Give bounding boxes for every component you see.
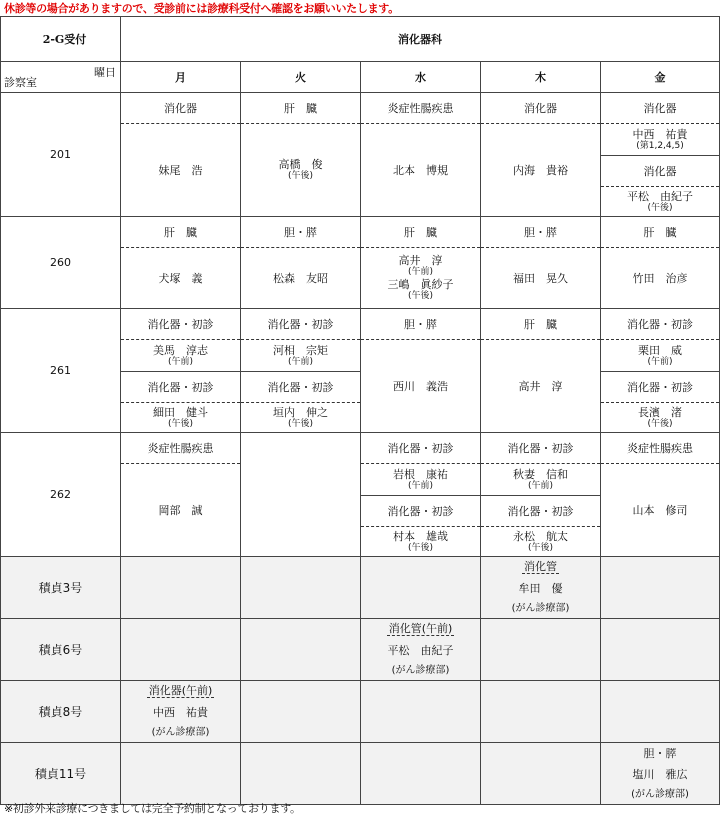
room-s6-label: 積貞6号: [1, 619, 121, 681]
slot-201-tue: [241, 93, 361, 217]
spec: 消化器・初診: [481, 496, 600, 527]
room-262-label: 262: [1, 433, 121, 557]
slot-s3-mon-empty: [121, 557, 241, 619]
doctor-name: 犬塚 義: [158, 271, 203, 285]
slot-s11-wed-empty: [361, 743, 481, 805]
doctor-name: 牟田 優: [518, 581, 563, 595]
day-header-mon: 月: [121, 62, 241, 93]
spec: 消化器(午前): [148, 684, 213, 697]
day-header-tue: 火: [241, 62, 361, 93]
day-header-row: [1, 62, 720, 93]
slot-261-thu: [481, 309, 601, 433]
doctor-name: 高橋 俊: [278, 158, 323, 171]
spec: 炎症性腸疾患: [601, 433, 719, 464]
doctor-name: 高井 淳: [518, 379, 563, 393]
spec: 消化器: [601, 156, 719, 187]
doctor-name: 岡部 誠: [158, 503, 203, 517]
doctor-name: 福田 晃久: [513, 271, 568, 285]
spec: 肝 臓: [601, 217, 719, 248]
weekday-label: 曜日: [94, 66, 116, 79]
slot-s3-wed-empty: [361, 557, 481, 619]
spec: 肝 臓: [481, 309, 600, 340]
spec: 消化器・初診: [241, 309, 360, 340]
department-title: 消化器科: [121, 17, 720, 62]
slot-261-fri: [601, 309, 720, 433]
spec: 胆・膵: [241, 217, 360, 248]
time-note: (午前): [407, 267, 434, 277]
doctor-name: 平松 由紀子: [387, 643, 454, 657]
slot-261-mon: [121, 309, 241, 433]
slot-s11-mon-empty: [121, 743, 241, 805]
spec: 肝 臓: [121, 217, 240, 248]
doctor-name: 西川 義浩: [393, 379, 448, 393]
slot-s8-fri-empty: [601, 681, 720, 743]
spec: 消化器: [601, 93, 719, 124]
dept-note: (がん診療部): [631, 789, 689, 800]
slot-201-mon: [121, 93, 241, 217]
doctor-name: 妹尾 浩: [158, 163, 203, 177]
notice-text: 休診等の場合がありますので、受診前には診療科受付へ確認をお願いいたします。: [4, 2, 399, 15]
dept-note: (がん診療部): [511, 603, 570, 614]
room-260-label: 260: [1, 217, 121, 309]
room-s3-label: 積貞3号: [1, 557, 121, 619]
room-row-s6: [1, 619, 720, 681]
slot-260-fri: [601, 217, 720, 309]
day-header-wed: 水: [361, 62, 481, 93]
room-row-260: [1, 217, 720, 309]
doctor-name: 三嶋 眞紗子: [387, 278, 454, 291]
spec: 消化器・初診: [241, 372, 360, 403]
slot-s6-mon-empty: [121, 619, 241, 681]
room-261-label: 261: [1, 309, 121, 433]
slot-s6-fri-empty: [601, 619, 720, 681]
slot-s11-fri: [601, 743, 720, 805]
room-row-s11: [1, 743, 720, 805]
slot-s11-thu-empty: [481, 743, 601, 805]
spec: 消化器: [481, 93, 600, 124]
doctor-name: 垣内 伸之: [273, 405, 328, 419]
spec: 胆・膵: [481, 217, 600, 248]
slot-262-wed: [361, 433, 481, 557]
time-note: (午後): [287, 418, 314, 429]
dept-note: (がん診療部): [151, 727, 210, 738]
slot-260-tue: [241, 217, 361, 309]
doctor-name: 長濱 渚: [638, 405, 682, 419]
spec: 胆・膵: [643, 746, 677, 760]
spec: 消化器・初診: [361, 496, 480, 527]
spec: 消化管: [524, 560, 557, 573]
slot-260-wed: [361, 217, 481, 309]
slot-s8-tue-empty: [241, 681, 361, 743]
slot-262-tue-empty: [241, 433, 361, 557]
slot-262-thu: [481, 433, 601, 557]
slot-201-wed: [361, 93, 481, 217]
time-note: (午前): [287, 356, 314, 367]
time-note: (午後): [287, 171, 314, 181]
doctor-name: 北本 博規: [393, 163, 448, 177]
spec: 炎症性腸疾患: [361, 93, 480, 124]
room-row-262: [1, 433, 720, 557]
doctor-name: 秋妻 信和: [513, 467, 568, 481]
time-note: (午後): [647, 202, 673, 213]
doctor-name: 中西 祐貴: [153, 705, 208, 719]
schedule-table: [0, 16, 720, 805]
time-note: (午後): [407, 542, 434, 553]
doctor-name: 中西 祐貴: [632, 127, 688, 141]
doctor-name: 美馬 淳志: [153, 343, 208, 357]
slot-201-fri: [601, 93, 720, 217]
room-label: 診察室: [4, 76, 37, 89]
spec: 消化器・初診: [361, 433, 480, 464]
room-201-label: 201: [1, 93, 121, 217]
spec: 炎症性腸疾患: [121, 433, 240, 464]
slot-s6-wed: [361, 619, 481, 681]
time-note: (午後): [167, 418, 194, 429]
slot-s8-wed-empty: [361, 681, 481, 743]
doctor-name: 河相 宗矩: [273, 343, 328, 357]
dept-note: (がん診療部): [391, 665, 450, 676]
doctor-name: 村本 雄哉: [393, 529, 448, 543]
time-note: (午前): [527, 480, 554, 491]
slot-262-fri: [601, 433, 720, 557]
slot-s3-tue-empty: [241, 557, 361, 619]
room-row-s8: [1, 681, 720, 743]
day-header-thu: 木: [481, 62, 601, 93]
room-row-201: [1, 93, 720, 217]
slot-s8-mon: [121, 681, 241, 743]
footer-note: ※初診外来診療につきましては完全予約制となっております。: [4, 802, 301, 815]
doctor-name: 塩川 雅広: [632, 767, 688, 781]
time-note: (午前): [647, 356, 673, 367]
slot-201-thu: [481, 93, 601, 217]
doctor-name: 高井 淳: [398, 254, 443, 267]
slot-s3-thu: [481, 557, 601, 619]
slot-s8-thu-empty: [481, 681, 601, 743]
slot-s6-thu-empty: [481, 619, 601, 681]
room-row-s3: [1, 557, 720, 619]
time-note: (午後): [407, 291, 434, 301]
time-note: (午前): [407, 480, 434, 491]
slot-260-mon: [121, 217, 241, 309]
room-s11-label: 積貞11号: [1, 743, 121, 805]
corner-header: [1, 62, 121, 93]
doctor-name: 細田 健斗: [153, 405, 208, 419]
spec: 肝 臓: [241, 93, 360, 124]
slot-261-tue: [241, 309, 361, 433]
doctor-name: 山本 修司: [632, 503, 688, 517]
slot-260-thu: [481, 217, 601, 309]
title-row: [1, 17, 720, 62]
spec: 消化器・初診: [601, 372, 719, 403]
slot-s3-fri-empty: [601, 557, 720, 619]
time-note: (午後): [647, 418, 673, 429]
spec: 消化器・初診: [601, 309, 719, 340]
day-header-fri: 金: [601, 62, 720, 93]
slot-s11-tue-empty: [241, 743, 361, 805]
time-note: (午後): [527, 542, 554, 553]
doctor-name: 平松 由紀子: [627, 189, 693, 203]
slot-261-wed: [361, 309, 481, 433]
slot-s6-tue-empty: [241, 619, 361, 681]
spec: 肝 臓: [361, 217, 480, 248]
time-note: (第1,2,4,5): [636, 140, 684, 151]
doctor-name: 竹田 治彦: [632, 271, 688, 285]
room-s8-label: 積貞8号: [1, 681, 121, 743]
spec: 胆・膵: [361, 309, 480, 340]
time-note: (午前): [167, 356, 194, 367]
slot-262-mon: [121, 433, 241, 557]
spec: 消化器: [121, 93, 240, 124]
reception-title: 2-G受付: [1, 17, 121, 62]
spec: 消化器・初診: [121, 309, 240, 340]
room-row-261: [1, 309, 720, 433]
doctor-name: 岩根 康祐: [393, 467, 448, 481]
doctor-name: 栗田 威: [638, 343, 682, 357]
doctor-name: 内海 貴裕: [513, 163, 568, 177]
spec: 消化器・初診: [481, 433, 600, 464]
spec: 消化器・初診: [121, 372, 240, 403]
doctor-name: 松森 友昭: [273, 271, 328, 285]
spec: 消化管(午前): [388, 622, 453, 635]
doctor-name: 永松 航太: [513, 529, 568, 543]
